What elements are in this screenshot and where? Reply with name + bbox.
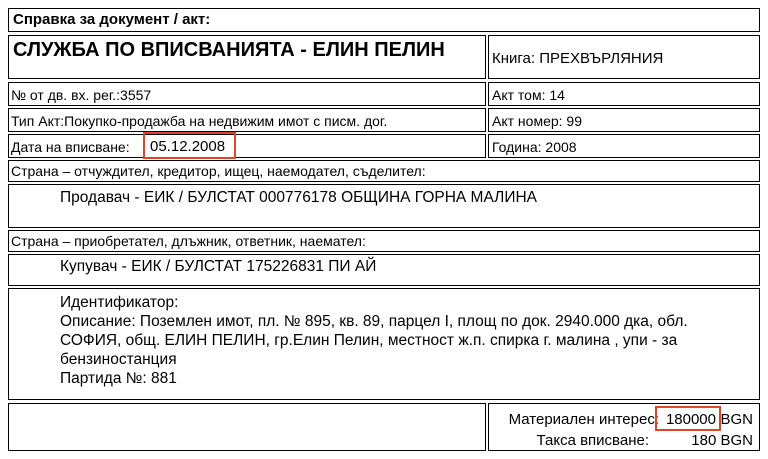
office-name: СЛУЖБА ПО ВПИСВАНИЯТА - ЕЛИН ПЕЛИН [13, 39, 445, 61]
book-field [492, 51, 663, 67]
entry-date-value: 05.12.2008 [150, 138, 226, 155]
year-field [492, 139, 577, 155]
act-type-value: Покупко-продажба на недвижим имот с писм. дог. [64, 113, 388, 129]
incoming-reg-box [8, 82, 486, 106]
act-number-field [492, 113, 582, 129]
incoming-reg-value: 3557 [120, 87, 152, 103]
act-number-label: Акт номер: [492, 113, 563, 129]
material-interest-label: Материален интерес: [508, 411, 659, 428]
property-description: Описание: Поземлен имот, пл. № 895, кв. 89, парцел I, площ по док. 2940.000 дка, обл. СОФИЯ, общ. ЕЛИН ПЕЛИН, гр.Елин Пелин, местност ж.п. спирка г. малина , упи - за бензиностанция [60, 313, 688, 368]
transferor-heading: Страна – отчуждител, кредитор, ищец, наемодател, съделител: [11, 163, 426, 179]
document-title: Справка за документ / акт: [13, 11, 211, 28]
office-box [8, 35, 486, 79]
incoming-reg-field [11, 87, 151, 103]
acquirer-heading: Страна – приобретател, длъжник, ответник, наемател: [11, 233, 366, 249]
transferor-entry: Продавач - ЕИК / БУЛСТАТ 000776178 ОБЩИНА ГОРНА МАЛИНА [60, 189, 537, 206]
acquirer-entry-box [8, 254, 760, 286]
book-label: Книга: [492, 50, 536, 67]
transferor-entry-box [8, 184, 760, 228]
fees-left-box [8, 403, 486, 451]
volume-field [492, 87, 565, 103]
acquirer-heading-box [8, 230, 760, 252]
entry-date-highlight [143, 132, 236, 159]
identifier-label: Идентификатор: [60, 294, 179, 311]
act-number-box [488, 108, 760, 132]
volume-box [488, 82, 760, 106]
header-box [8, 8, 760, 32]
act-type-field [11, 113, 387, 129]
book-value: ПРЕХВЪРЛЯНИЯ [539, 50, 664, 67]
act-type-box [8, 108, 486, 132]
registration-fee-value: 180 BGN [691, 432, 753, 449]
volume-label: Акт том: [492, 87, 546, 103]
year-value: 2008 [545, 139, 577, 155]
material-interest-currency: BGN [720, 411, 753, 428]
entry-date-label: Дата на вписване: [11, 139, 130, 155]
year-label: Година: [492, 139, 542, 155]
incoming-reg-label: № от дв. вх. рег.: [11, 87, 121, 103]
volume-value: 14 [549, 87, 565, 103]
act-number-value: 99 [566, 113, 582, 129]
registration-fee-label: Такса вписване: [536, 432, 649, 449]
book-box [488, 35, 760, 79]
transferor-heading-box [8, 160, 760, 182]
acquirer-entry: Купувач - ЕИК / БУЛСТАТ 175226831 ПИ АЙ [60, 258, 377, 275]
material-interest-value: 180000 [665, 411, 716, 428]
lot-number: Партида №: 881 [60, 370, 177, 387]
material-interest-highlight [655, 406, 721, 431]
property-box [8, 288, 760, 400]
year-box [488, 134, 760, 158]
entry-date-box [8, 134, 486, 158]
act-type-label: Тип Акт: [11, 113, 65, 129]
